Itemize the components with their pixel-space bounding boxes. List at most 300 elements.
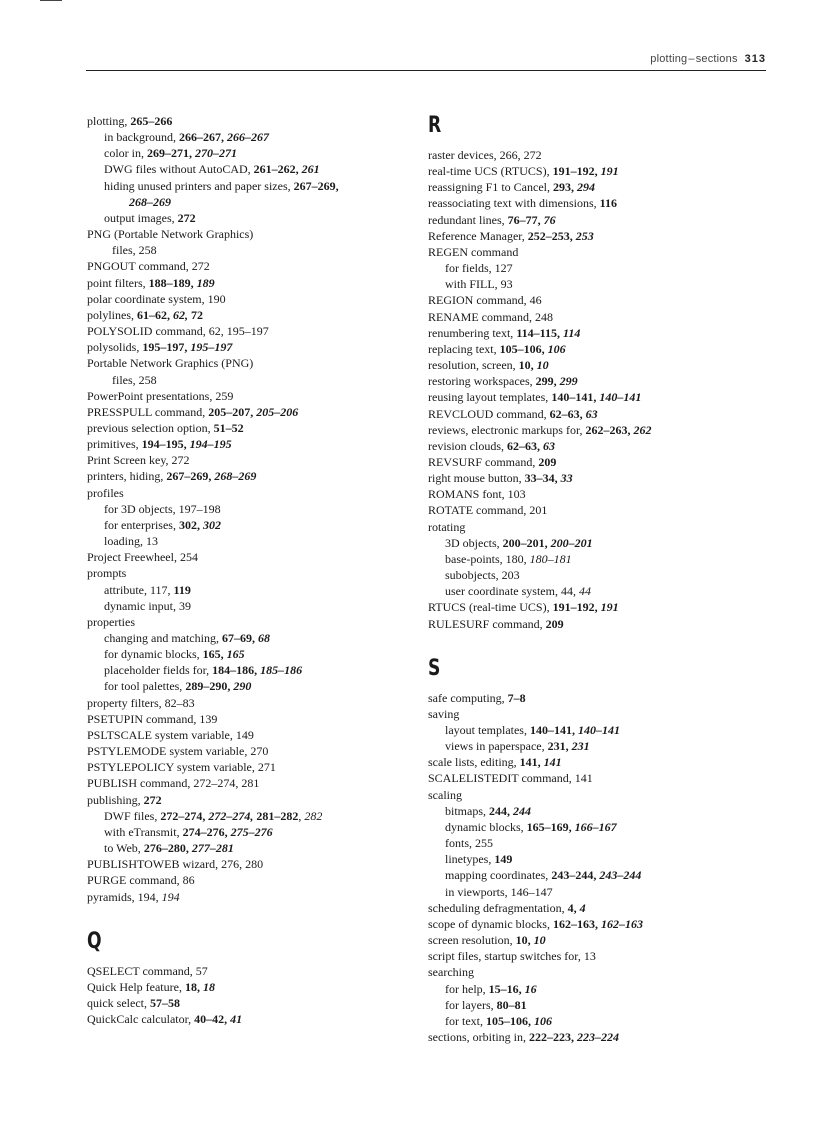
index-entry <box>428 754 758 770</box>
page-reference: 272 <box>143 792 162 807</box>
entry-text: redundant lines, <box>428 212 508 227</box>
index-subentry <box>87 145 417 161</box>
index-subentry <box>87 194 417 210</box>
entry-text: RTUCS (real-time UCS), <box>428 600 553 615</box>
entry-text: PSLTSCALE system variable, 149 <box>87 727 254 742</box>
entry-text: properties <box>87 614 135 629</box>
page-reference: 33–34, <box>524 471 561 486</box>
entry-text: user coordinate system, 44, <box>445 584 579 599</box>
index-entry <box>87 226 417 242</box>
page-reference: 16 <box>524 981 537 996</box>
page-reference: 140–141, <box>551 390 600 405</box>
page-reference: 7–8 <box>507 690 526 705</box>
index-entry <box>87 775 417 791</box>
page-reference: 253 <box>575 228 594 243</box>
entry-text: previous selection option, <box>87 420 214 435</box>
index-subentry <box>87 129 417 145</box>
entry-text: mapping coordinates, <box>445 868 552 883</box>
page-reference: 62–63, <box>507 438 543 453</box>
entry-text: PNGOUT command, 272 <box>87 259 210 274</box>
index-entry <box>428 616 758 632</box>
page-reference: 270–271 <box>195 146 237 161</box>
page-reference: 267–269, <box>293 178 339 193</box>
entry-text: in background, <box>104 130 179 145</box>
index-entry <box>87 452 417 468</box>
entry-text: reusing layout templates, <box>428 390 552 405</box>
page-reference: 114–115, <box>516 325 563 340</box>
page-reference: 275–276 <box>230 824 273 839</box>
entry-text: raster devices, 266, 272 <box>428 148 542 162</box>
entry-text: for text, <box>445 1013 486 1028</box>
index-entry <box>428 916 758 932</box>
entry-text: PSETUPIN command, 139 <box>87 711 218 726</box>
page-reference: 302 <box>202 517 221 532</box>
index-entry <box>428 486 758 502</box>
index-subentry <box>87 210 417 226</box>
entry-text: sections, orbiting in, <box>428 1029 529 1044</box>
entry-text: printers, hiding, <box>87 469 167 484</box>
page-reference: 162–163, <box>552 916 601 931</box>
entry-text: revision clouds, <box>428 438 507 453</box>
index-subentry <box>87 161 417 177</box>
entry-text: views in paperspace, <box>445 739 548 754</box>
index-entry <box>428 470 758 486</box>
index-subentry <box>87 501 417 517</box>
index-subentry <box>87 808 417 824</box>
entry-text: plotting, <box>87 114 131 128</box>
entry-text: dynamic input, 39 <box>104 598 191 613</box>
entry-text: subobjects, 203 <box>445 568 520 583</box>
entry-text: DWF files, <box>104 808 161 823</box>
page-reference: 62–63, <box>549 406 586 421</box>
page-reference: 299, <box>535 374 560 389</box>
index-entry <box>428 357 758 373</box>
index-entry <box>87 420 417 436</box>
page-reference: 185–186 <box>260 663 303 678</box>
entry-text: polar coordinate system, 190 <box>87 291 226 306</box>
page-reference: 114 <box>563 325 581 340</box>
entry-text: scale lists, editing, <box>428 755 520 770</box>
entry-text: SCALELISTEDIT command, 141 <box>428 771 593 786</box>
entry-text: reviews, electronic markups for, <box>428 422 586 437</box>
entry-text: QuickCalc calculator, <box>87 1012 195 1027</box>
page-reference: 105–106, <box>499 341 548 356</box>
entry-text: safe computing, <box>428 690 508 705</box>
running-head-section: plotting <box>650 53 688 65</box>
entry-text: DWG files without AutoCAD, <box>104 162 254 177</box>
index-subentry <box>428 567 758 583</box>
page-reference: 149 <box>494 852 513 867</box>
entry-text: attribute, 117, <box>104 582 174 597</box>
index-column-left <box>87 113 417 1027</box>
page-reference: 166–167 <box>574 819 617 834</box>
entry-text: ROTATE command, 201 <box>428 503 548 518</box>
entry-text: PUBLISH command, 272–274, 281 <box>87 776 260 791</box>
page-reference: 44 <box>578 584 591 599</box>
page-reference: 293, <box>552 180 577 195</box>
entry-text: reassociating text with dimensions, <box>428 196 600 211</box>
entry-text: pyramids, 194, <box>87 889 162 904</box>
entry-text: PNG (Portable Network Graphics) <box>87 227 254 242</box>
page-reference: 243–244 <box>599 868 642 883</box>
page-reference: 165, <box>202 647 227 662</box>
index-subentry <box>428 260 758 276</box>
page-reference: 223–224 <box>577 1029 619 1044</box>
index-entry <box>428 599 758 615</box>
section-letter-r: R <box>428 113 442 138</box>
entry-text: for help, <box>445 981 489 996</box>
crop-mark <box>40 0 62 1</box>
index-entry <box>87 963 417 979</box>
index-subentry <box>87 678 417 694</box>
index-entry <box>87 889 417 905</box>
page-reference: 106 <box>534 1013 552 1028</box>
index-entry <box>428 406 758 422</box>
section-letter-q: Q <box>87 928 102 954</box>
page-reference: 63 <box>585 406 598 421</box>
entry-text: right mouse button, <box>428 471 525 486</box>
page-reference: 244, <box>489 803 513 818</box>
entry-text: REGION command, 46 <box>428 293 542 308</box>
entry-text: QSELECT command, 57 <box>87 963 208 978</box>
index-entry <box>428 244 758 260</box>
entry-text: saving <box>428 706 460 721</box>
index-subentry <box>87 178 417 194</box>
index-subentry <box>87 242 417 258</box>
page-reference: 231, <box>547 739 572 754</box>
entry-text: with FILL, 93 <box>445 277 513 292</box>
page-reference: 209 <box>545 616 564 631</box>
page-reference: 191 <box>600 164 619 179</box>
section-letter-s: S <box>428 655 441 681</box>
page-reference: 61–62, <box>137 307 173 322</box>
entry-text: loading, 13 <box>104 534 158 549</box>
entry-text: Reference Manager, <box>428 228 528 243</box>
index-entry <box>428 373 758 389</box>
entry-text: output images, <box>104 210 178 225</box>
entry-text: property filters, 82–83 <box>87 695 195 710</box>
entry-text: REVSURF command, <box>428 454 539 469</box>
index-entry <box>87 979 417 995</box>
page-reference: 194–195, <box>141 437 190 452</box>
entry-text: files, 258 <box>112 372 157 387</box>
page-reference: 302, <box>178 517 203 532</box>
page-reference: 272–274, <box>160 808 209 823</box>
index-entry <box>87 323 417 339</box>
page-reference: 231 <box>571 739 590 754</box>
entry-text: for layers, <box>445 997 497 1012</box>
page-reference: 269–271, <box>147 146 195 161</box>
index-entry <box>428 438 758 454</box>
page-reference: 244 <box>513 803 531 818</box>
page-reference: 205–206 <box>256 404 299 419</box>
header-rule <box>86 70 766 71</box>
entry-text: for fields, 127 <box>445 261 513 276</box>
entry-text: PowerPoint presentations, 259 <box>87 388 234 403</box>
page-reference: 268–269 <box>129 194 171 209</box>
page-reference: 57–58 <box>149 995 180 1010</box>
page-reference: 162–163 <box>600 916 643 931</box>
index-column-right <box>428 113 758 1045</box>
page-reference: 191–192, <box>552 164 601 179</box>
page-reference: 205–207, <box>208 404 257 419</box>
page-reference: 261–262, <box>253 162 302 177</box>
page-reference: 191 <box>600 600 619 615</box>
page-reference: 10 <box>533 933 546 948</box>
page-reference: 141, <box>519 755 544 770</box>
page-reference: 62, <box>173 307 191 322</box>
index-subentry <box>428 535 758 551</box>
running-head <box>650 53 766 65</box>
page-reference: 290 <box>233 679 252 694</box>
page-reference: 4, <box>567 900 580 915</box>
page-reference: 282 <box>304 808 323 823</box>
index-entry <box>428 770 758 786</box>
index-entry <box>428 502 758 518</box>
entry-text: renumbering text, <box>428 325 517 340</box>
index-subentry <box>428 997 758 1013</box>
entry-text: real-time UCS (RTUCS), <box>428 164 553 179</box>
index-subentry <box>87 824 417 840</box>
entry-text: prompts <box>87 566 127 581</box>
index-entry <box>428 706 758 722</box>
index-subentry <box>87 840 417 856</box>
index-entry <box>428 163 758 179</box>
page-reference: 67–69, <box>221 631 258 645</box>
index-entry <box>87 468 417 484</box>
page-reference: 191–192, <box>552 600 601 615</box>
page-reference: 195–197, <box>142 340 191 355</box>
entry-text: restoring workspaces, <box>428 374 536 389</box>
index-entry <box>87 695 417 711</box>
entry-text: hiding unused printers and paper sizes, <box>104 178 294 193</box>
page-reference: 194–195 <box>189 437 232 452</box>
page-reference: 195–197 <box>190 340 233 355</box>
index-entry <box>87 404 417 420</box>
index-entry <box>428 228 758 244</box>
entry-text: RULESURF command, <box>428 616 546 631</box>
index-entry <box>87 307 417 323</box>
index-subentry <box>428 276 758 292</box>
entry-text: screen resolution, <box>428 933 516 948</box>
entry-text: fonts, 255 <box>445 836 493 851</box>
page-reference: 222–223, <box>529 1029 577 1044</box>
entry-text: publishing, <box>87 792 144 807</box>
page-reference: 72 <box>191 307 203 322</box>
entry-text: Portable Network Graphics (PNG) <box>87 356 254 371</box>
page-reference: 51–52 <box>213 420 244 435</box>
index-entry <box>87 355 417 371</box>
entry-text: primitives, <box>87 437 142 452</box>
entry-text: point filters, <box>87 275 149 290</box>
page-reference: 18, <box>184 979 203 994</box>
entry-text: changing and matching, <box>104 631 222 645</box>
page-reference: 200–201, <box>502 535 551 550</box>
index-subentry <box>428 884 758 900</box>
page-reference: 4 <box>579 900 586 915</box>
index-entry <box>428 964 758 980</box>
entry-text: scheduling defragmentation, <box>428 900 568 915</box>
entry-text: Project Freewheel, 254 <box>87 550 198 565</box>
entry-text: dynamic blocks, <box>445 819 527 834</box>
entry-text: for tool palettes, <box>104 679 186 694</box>
index-entry <box>87 275 417 291</box>
index-subentry <box>428 851 758 867</box>
page-reference: 76 <box>543 212 556 227</box>
entry-text: , <box>298 808 305 823</box>
entry-text: to Web, <box>104 841 144 856</box>
index-subentry <box>87 598 417 614</box>
page-reference: 10, <box>518 358 537 373</box>
page-reference: 188–189, <box>148 275 197 290</box>
page-reference: 15–16, <box>488 981 525 996</box>
index-entry <box>428 519 758 535</box>
entry-text: for dynamic blocks, <box>104 647 203 662</box>
page-reference: 40–42, <box>194 1012 231 1027</box>
index-entry <box>428 292 758 308</box>
entry-text: bitmaps, <box>445 803 489 818</box>
index-entry <box>87 711 417 727</box>
page-reference: 116 <box>599 196 617 211</box>
index-entry <box>87 995 417 1011</box>
page-reference: 189 <box>196 275 215 290</box>
page-reference: 261 <box>301 162 320 177</box>
index-subentry <box>428 583 758 599</box>
entry-text: PUBLISHTOWEB wizard, 276, 280 <box>87 857 264 872</box>
page-reference: 80–81 <box>496 997 527 1012</box>
entry-text: Quick Help feature, <box>87 979 185 994</box>
index-entry <box>428 422 758 438</box>
index-entry <box>428 690 758 706</box>
page-reference: 18 <box>202 979 215 994</box>
index-entry <box>428 147 758 163</box>
entry-text: profiles <box>87 485 124 500</box>
index-entry <box>87 291 417 307</box>
index-entry <box>428 454 758 470</box>
entry-text: scaling <box>428 787 462 802</box>
page-reference: 274–276, <box>182 824 231 839</box>
entry-text: polylines, <box>87 307 137 322</box>
page-reference: 63 <box>543 438 555 453</box>
page-reference: 267–269, <box>166 469 215 484</box>
entry-text: placeholder fields for, <box>104 663 213 678</box>
index-subentry <box>428 738 758 754</box>
page-reference: 165 <box>226 647 245 662</box>
page-reference: 266–267 <box>226 130 269 145</box>
page-reference: 266–267, <box>178 130 227 145</box>
page-reference: 243–244, <box>551 868 600 883</box>
index-subentry <box>428 835 758 851</box>
entry-text: resolution, screen, <box>428 358 519 373</box>
entry-text: scope of dynamic blocks, <box>428 916 553 931</box>
index-subentry <box>428 551 758 567</box>
entry-text: REVCLOUD command, <box>428 406 550 421</box>
entry-text: REGEN command <box>428 244 519 259</box>
page-reference: 184–186, <box>212 663 261 678</box>
entry-text: replacing text, <box>428 341 500 356</box>
page-reference: 265–266 <box>130 114 173 128</box>
entry-text: PSTYLEPOLICY system variable, 271 <box>87 760 276 775</box>
index-subentry <box>87 533 417 549</box>
index-entry <box>428 179 758 195</box>
running-head-separator: – <box>688 53 695 65</box>
entry-text: searching <box>428 965 474 980</box>
index-entry <box>428 195 758 211</box>
index-entry <box>428 900 758 916</box>
entry-text: base-points, 180, <box>445 551 530 566</box>
page-reference: 106 <box>547 341 566 356</box>
page-reference: 262–263, <box>585 422 634 437</box>
index-subentry <box>428 722 758 738</box>
index-entry <box>87 614 417 630</box>
index-entry <box>87 565 417 581</box>
index-subentry <box>87 630 417 646</box>
index-subentry <box>87 662 417 678</box>
entry-text: POLYSOLID command, 62, 195–197 <box>87 324 269 339</box>
entry-text: files, 258 <box>112 243 157 258</box>
index-entry <box>87 388 417 404</box>
index-entry <box>87 258 417 274</box>
entry-text: PURGE command, 86 <box>87 873 195 888</box>
index-entry <box>428 309 758 325</box>
entry-text: with eTransmit, <box>104 824 183 839</box>
index-entry <box>87 113 417 129</box>
page-reference: 140–141 <box>577 723 620 737</box>
index-entry <box>428 212 758 228</box>
index-subentry <box>87 646 417 662</box>
index-entry <box>87 436 417 452</box>
entry-text: in viewports, 146–147 <box>445 884 553 899</box>
page-reference: 180–181 <box>529 551 572 566</box>
index-entry <box>87 872 417 888</box>
index-entry <box>428 341 758 357</box>
entry-text: Print Screen key, 272 <box>87 453 190 468</box>
index-entry <box>87 339 417 355</box>
index-entry <box>428 389 758 405</box>
page-reference: 194 <box>161 889 180 904</box>
index-subentry <box>428 867 758 883</box>
entry-text: for 3D objects, 197–198 <box>104 501 221 516</box>
index-entry <box>87 549 417 565</box>
page-reference: 119 <box>173 582 191 597</box>
index-subentry <box>428 819 758 835</box>
page-reference: 200–201 <box>550 535 593 550</box>
index-subentry <box>87 582 417 598</box>
page-reference: 140–141, <box>529 723 578 737</box>
entry-text: RENAME command, 248 <box>428 309 553 324</box>
index-entry <box>428 948 758 964</box>
entry-text: polysolids, <box>87 340 143 355</box>
page-reference: 299 <box>559 374 578 389</box>
page-reference: 141 <box>543 755 562 770</box>
page-reference: 209 <box>538 454 557 469</box>
page-reference: 41 <box>230 1012 243 1027</box>
entry-text: layout templates, <box>445 723 530 737</box>
page-reference: 289–290, <box>185 679 234 694</box>
page-reference: 68 <box>257 631 270 645</box>
index-entry <box>87 792 417 808</box>
page-reference: 281–282 <box>256 808 299 823</box>
page-reference: 268–269 <box>214 469 257 484</box>
index-subentry <box>428 803 758 819</box>
page-number: 313 <box>744 53 766 65</box>
index-entry <box>428 787 758 803</box>
entry-text: reassigning F1 to Cancel, <box>428 180 553 195</box>
index-entry <box>428 325 758 341</box>
page-reference: 272 <box>177 210 196 225</box>
index-entry <box>87 856 417 872</box>
page-reference: 276–280, <box>143 841 192 856</box>
